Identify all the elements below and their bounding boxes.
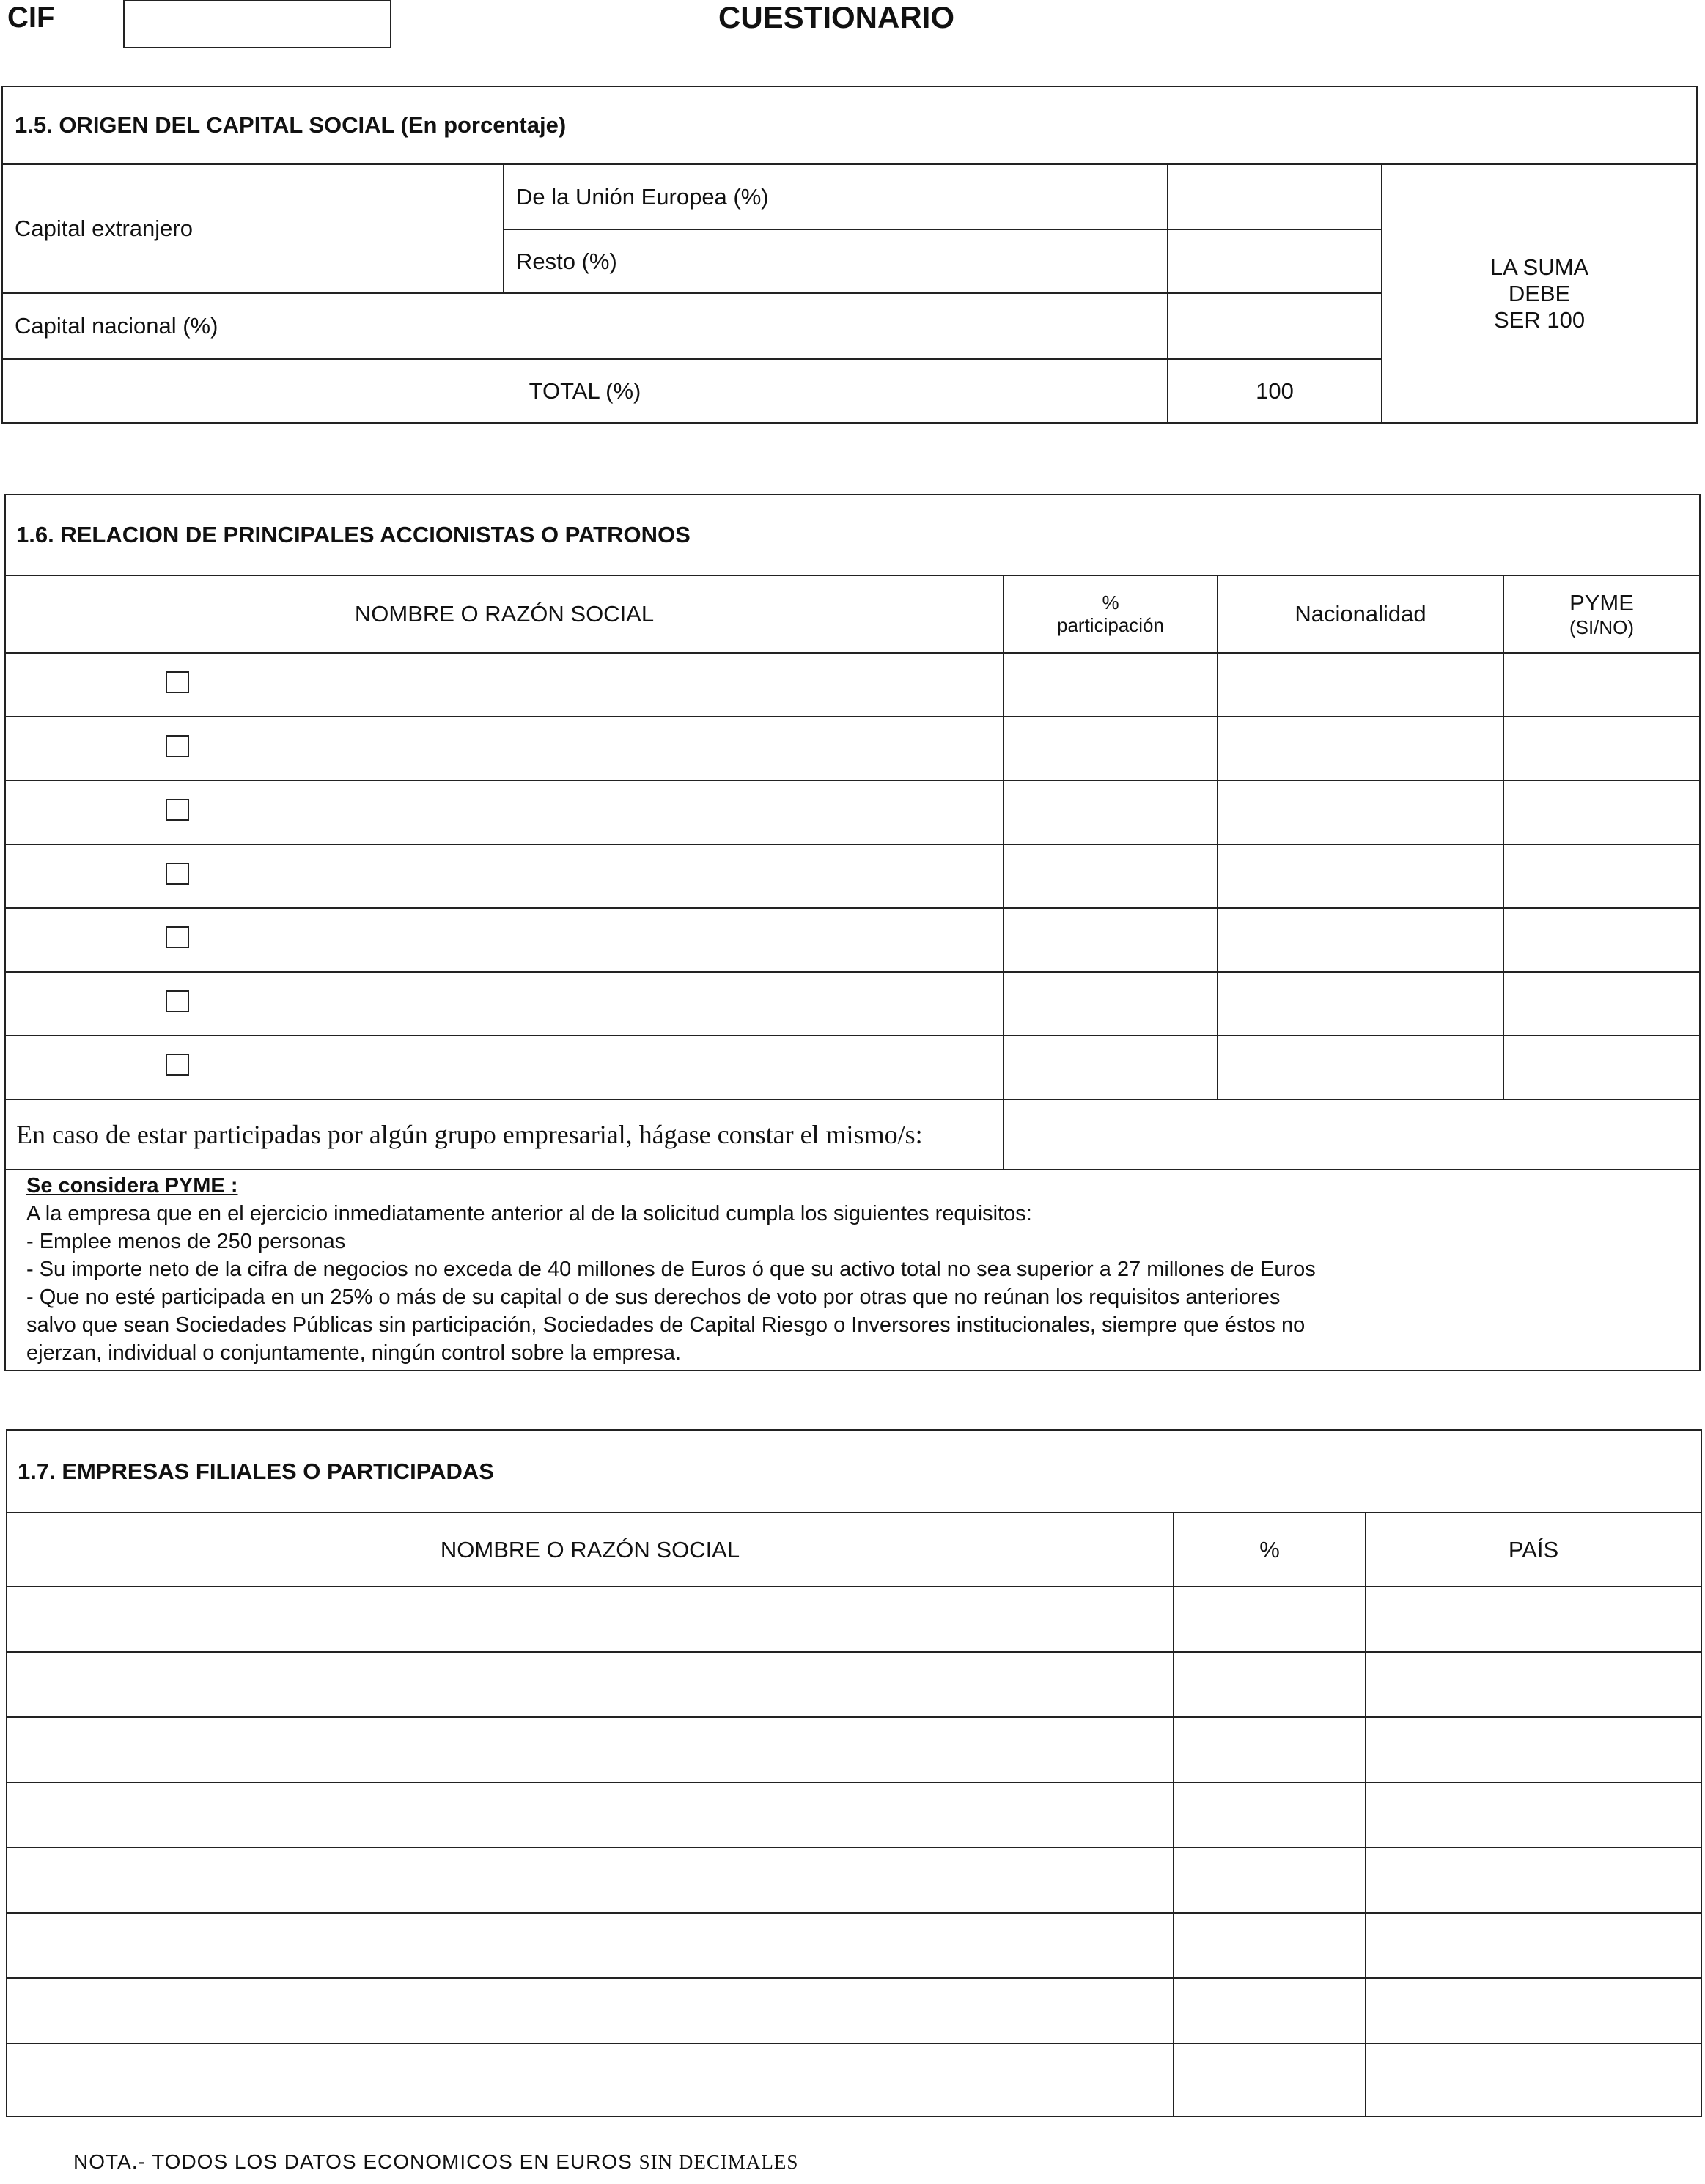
nacionalidad-input[interactable] [1218,1036,1503,1099]
section-16-title: 1.6. RELACION DE PRINCIPALES ACCIONISTAS O PATRONOS [5,495,1700,575]
table-row [5,781,1700,844]
pais-input[interactable] [1366,1848,1701,1913]
table-row [5,972,1700,1036]
resto-percent-input[interactable] [1168,229,1382,293]
table-row [5,844,1700,908]
ue-percent-input[interactable] [1168,164,1382,229]
nombre-input[interactable] [7,1652,1174,1717]
percent-input[interactable] [1174,1782,1366,1848]
table-row [5,717,1700,781]
nombre-input[interactable] [7,1848,1174,1913]
percent-input[interactable] [1174,1717,1366,1782]
nombre-input[interactable] [7,2043,1174,2117]
shareholder-checkbox[interactable] [166,799,189,821]
percent-input[interactable] [1174,1652,1366,1717]
pyme-req-4: salvo que sean Sociedades Públicas sin participación, Sociedades de Capital Riesgo o Inversores institucionales, siempre que éstos no [26,1313,1306,1337]
table-row [7,1652,1701,1717]
nacionalidad-input[interactable] [1218,908,1503,972]
participacion-input[interactable] [1004,972,1218,1036]
col-percent-header: % [1174,1513,1366,1587]
nombre-input[interactable] [7,1717,1174,1782]
section-15-title: 1.5. ORIGEN DEL CAPITAL SOCIAL (En porcentaje) [2,86,1697,164]
pais-input[interactable] [1366,1717,1701,1782]
grupo-empresarial-label: En caso de estar participadas por algún grupo empresarial, hágase constar el mismo/s: [5,1099,1004,1170]
pais-input[interactable] [1366,1782,1701,1848]
shareholder-checkbox[interactable] [166,735,189,757]
table-row [7,1913,1701,1978]
pais-input[interactable] [1366,2043,1701,2117]
footer-note: NOTA.- TODOS LOS DATOS ECONOMICOS EN EUROS SIN DECIMALES [73,2150,799,2173]
cif-label: CIF [7,1,55,34]
pyme-req-2: - Su importe neto de la cifra de negocios no exceda de 40 millones de Euros ó que su activo total no sea superior a 27 millones de Euros [26,1258,1316,1281]
col-nombre-header: NOMBRE O RAZÓN SOCIAL [5,575,1004,653]
shareholder-checkbox[interactable] [166,990,189,1012]
table-row [5,1036,1700,1099]
nacionalidad-input[interactable] [1218,717,1503,781]
page-title: CUESTIONARIO [718,0,955,34]
participacion-input[interactable] [1004,1036,1218,1099]
pais-input[interactable] [1366,1913,1701,1978]
percent-input[interactable] [1174,1913,1366,1978]
pyme-input[interactable] [1503,972,1700,1036]
col-participacion-header: % participación [1004,575,1218,653]
participacion-input[interactable] [1004,844,1218,908]
pyme-input[interactable] [1503,844,1700,908]
participacion-input[interactable] [1004,717,1218,781]
col-pais-header: PAÍS [1366,1513,1701,1587]
participacion-input[interactable] [1004,653,1218,717]
shareholder-checkbox[interactable] [166,926,189,948]
percent-input[interactable] [1174,2043,1366,2117]
nombre-input[interactable] [7,1782,1174,1848]
pyme-heading: Se considera PYME : [26,1174,238,1198]
pais-input[interactable] [1366,1587,1701,1652]
participacion-input[interactable] [1004,908,1218,972]
col-pyme-header: PYME (SI/NO) [1503,575,1700,653]
shareholder-checkbox[interactable] [166,1054,189,1076]
nombre-input[interactable] [7,1913,1174,1978]
nacionalidad-input[interactable] [1218,653,1503,717]
nacional-label: Capital nacional (%) [2,293,1168,359]
pais-input[interactable] [1366,1978,1701,2043]
percent-input[interactable] [1174,1978,1366,2043]
table-row [7,1782,1701,1848]
pyme-input[interactable] [1503,653,1700,717]
shareholders-table [4,494,1701,1371]
table-row [5,653,1700,717]
table-row [7,1978,1701,2043]
section-17-title: 1.7. EMPRESAS FILIALES O PARTICIPADAS [7,1430,1701,1513]
grupo-empresarial-input[interactable] [1004,1099,1700,1170]
table-row [7,1587,1701,1652]
shareholder-checkbox[interactable] [166,863,189,885]
capital-origin-table [1,86,1698,424]
nombre-input[interactable] [7,1587,1174,1652]
pyme-input[interactable] [1503,781,1700,844]
col-nacionalidad-header: Nacionalidad [1218,575,1503,653]
total-label: TOTAL (%) [2,359,1168,423]
ue-label: De la Unión Europea (%) [504,164,1168,229]
pyme-intro: A la empresa que en el ejercicio inmediatamente anterior al de la solicitud cumpla los siguientes requisitos: [26,1202,1032,1225]
pyme-definition [5,1170,1700,1370]
capital-extranjero-label: Capital extranjero [2,164,504,293]
participacion-input[interactable] [1004,781,1218,844]
pyme-req-5: ejerzan, individual o conjuntamente, ningún control sobre la empresa. [26,1341,682,1365]
cif-input[interactable] [123,0,391,48]
percent-input[interactable] [1174,1587,1366,1652]
percent-input[interactable] [1174,1848,1366,1913]
pyme-req-3: - Que no esté participada en un 25% o más de su capital o de sus derechos de voto por otras que no reúnan los requisitos anteriores [26,1285,1281,1309]
pyme-req-1: - Emplee menos de 250 personas [26,1230,346,1253]
nacionalidad-input[interactable] [1218,972,1503,1036]
sum-note: LA SUMA DEBE SER 100 [1382,164,1697,423]
pyme-input[interactable] [1503,717,1700,781]
table-row [5,908,1700,972]
resto-label: Resto (%) [504,229,1168,293]
nacional-percent-input[interactable] [1168,293,1382,359]
nacionalidad-input[interactable] [1218,781,1503,844]
shareholder-checkbox[interactable] [166,671,189,693]
table-row [7,1848,1701,1913]
subsidiaries-table [6,1429,1702,2117]
table-row [7,2043,1701,2117]
pais-input[interactable] [1366,1652,1701,1717]
nombre-input[interactable] [7,1978,1174,2043]
total-value: 100 [1168,359,1382,423]
pyme-input[interactable] [1503,908,1700,972]
table-row [7,1717,1701,1782]
nacionalidad-input[interactable] [1218,844,1503,908]
pyme-input[interactable] [1503,1036,1700,1099]
col-nombre-header: NOMBRE O RAZÓN SOCIAL [7,1513,1174,1587]
